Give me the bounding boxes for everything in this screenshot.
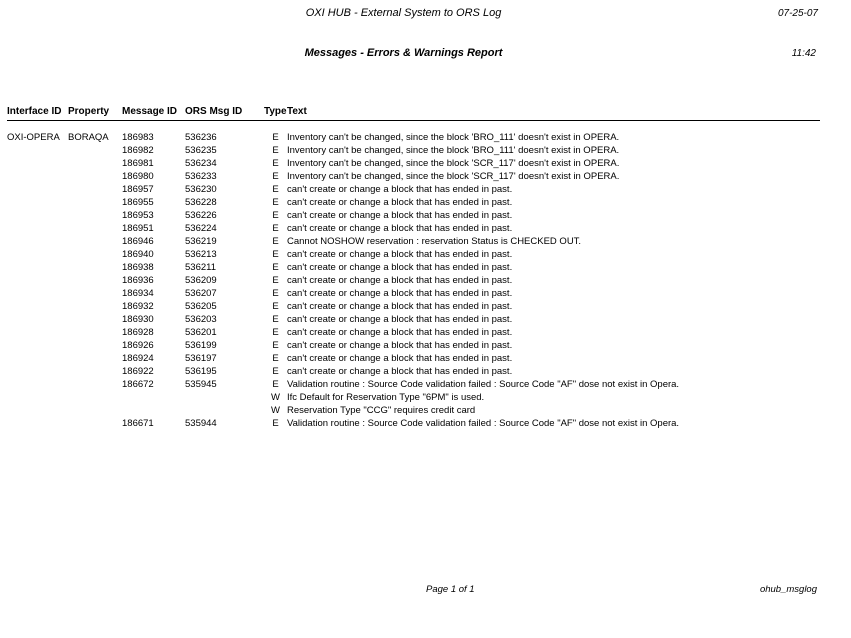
cell-text: can't create or change a block that has ended in past. bbox=[287, 288, 513, 299]
cell-text: can't create or change a block that has ended in past. bbox=[287, 327, 513, 338]
cell-ors-msg-id bbox=[185, 404, 264, 417]
cell-property bbox=[68, 365, 122, 378]
cell-message-id: 186938 bbox=[122, 262, 154, 273]
messages-table bbox=[7, 104, 820, 430]
cell-text: Inventory can't be changed, since the block 'SCR_117' doesn't exist in OPERA. bbox=[287, 158, 620, 169]
cell-property bbox=[68, 391, 122, 404]
cell-ors-msg-id: 536197 bbox=[185, 353, 217, 364]
cell-interface-id bbox=[7, 170, 68, 183]
header-property: Property bbox=[68, 106, 110, 117]
cell-text: Inventory can't be changed, since the block 'SCR_117' doesn't exist in OPERA. bbox=[287, 171, 620, 182]
cell-interface-id bbox=[7, 339, 68, 352]
table-row bbox=[7, 121, 820, 145]
table-row bbox=[7, 287, 820, 300]
cell-interface-id bbox=[7, 261, 68, 274]
cell-type: E bbox=[272, 288, 279, 299]
cell-message-id: 186940 bbox=[122, 249, 154, 260]
cell-message-id: 186928 bbox=[122, 327, 154, 338]
cell-type: E bbox=[272, 132, 279, 143]
cell-text: Inventory can't be changed, since the block 'BRO_111' doesn't exist in OPERA. bbox=[287, 145, 620, 156]
cell-ors-msg-id: 536233 bbox=[185, 171, 217, 182]
cell-text: Cannot NOSHOW reservation : reservation Status is CHECKED OUT. bbox=[287, 236, 582, 247]
table-row bbox=[7, 235, 820, 248]
cell-property bbox=[68, 339, 122, 352]
cell-interface-id bbox=[7, 287, 68, 300]
cell-ors-msg-id: 536195 bbox=[185, 366, 217, 377]
cell-interface-id bbox=[7, 365, 68, 378]
cell-ors-msg-id: 536226 bbox=[185, 210, 217, 221]
table-row bbox=[7, 222, 820, 235]
cell-message-id: 186957 bbox=[122, 184, 154, 195]
cell-message-id: 186926 bbox=[122, 340, 154, 351]
report-time: 11:42 bbox=[791, 48, 816, 59]
cell-interface-id bbox=[7, 300, 68, 313]
cell-ors-msg-id: 536205 bbox=[185, 301, 217, 312]
cell-property bbox=[68, 274, 122, 287]
cell-interface-id bbox=[7, 352, 68, 365]
cell-ors-msg-id: 535945 bbox=[185, 379, 217, 390]
cell-message-id: 186672 bbox=[122, 379, 154, 390]
table-row bbox=[7, 144, 820, 157]
table-row bbox=[7, 248, 820, 261]
cell-ors-msg-id: 536209 bbox=[185, 275, 217, 286]
cell-interface-id bbox=[7, 144, 68, 157]
table-row bbox=[7, 209, 820, 222]
cell-ors-msg-id: 536219 bbox=[185, 236, 217, 247]
cell-type: E bbox=[272, 301, 279, 312]
table-row bbox=[7, 391, 820, 404]
cell-property bbox=[68, 248, 122, 261]
cell-text: can't create or change a block that has ended in past. bbox=[287, 340, 513, 351]
table-row bbox=[7, 404, 820, 417]
table-row bbox=[7, 352, 820, 365]
cell-interface-id bbox=[7, 326, 68, 339]
table-row bbox=[7, 196, 820, 209]
cell-property bbox=[68, 235, 122, 248]
cell-message-id: 186671 bbox=[122, 418, 154, 429]
cell-ors-msg-id: 536199 bbox=[185, 340, 217, 351]
cell-interface-id bbox=[7, 196, 68, 209]
cell-ors-msg-id bbox=[185, 391, 264, 404]
cell-interface-id bbox=[7, 183, 68, 196]
header-ors-msg-id: ORS Msg ID bbox=[185, 106, 243, 117]
cell-interface-id bbox=[7, 157, 68, 170]
cell-message-id: 186924 bbox=[122, 353, 154, 364]
cell-text: can't create or change a block that has ended in past. bbox=[287, 366, 513, 377]
cell-message-id: 186946 bbox=[122, 236, 154, 247]
table-row bbox=[7, 339, 820, 352]
cell-property bbox=[68, 417, 122, 430]
cell-type: E bbox=[272, 158, 279, 169]
table-row bbox=[7, 326, 820, 339]
report-subtitle: Messages - Errors & Warnings Report bbox=[304, 47, 503, 59]
cell-text: can't create or change a block that has ended in past. bbox=[287, 197, 513, 208]
cell-message-id: 186934 bbox=[122, 288, 154, 299]
table-row bbox=[7, 157, 820, 170]
cell-text: can't create or change a block that has ended in past. bbox=[287, 184, 513, 195]
cell-property bbox=[68, 170, 122, 183]
cell-text: can't create or change a block that has ended in past. bbox=[287, 301, 513, 312]
cell-property bbox=[68, 378, 122, 391]
cell-type: E bbox=[272, 275, 279, 286]
table-row bbox=[7, 313, 820, 326]
table-body bbox=[7, 121, 820, 431]
cell-ors-msg-id: 536230 bbox=[185, 184, 217, 195]
cell-ors-msg-id: 536236 bbox=[185, 132, 217, 143]
cell-type: E bbox=[272, 327, 279, 338]
table-row bbox=[7, 417, 820, 430]
cell-type: E bbox=[272, 314, 279, 325]
cell-type: E bbox=[272, 145, 279, 156]
cell-property bbox=[68, 313, 122, 326]
cell-ors-msg-id: 535944 bbox=[185, 418, 217, 429]
cell-type: E bbox=[272, 366, 279, 377]
cell-interface-id bbox=[7, 404, 68, 417]
cell-type: E bbox=[272, 236, 279, 247]
cell-type: E bbox=[272, 171, 279, 182]
cell-property bbox=[68, 157, 122, 170]
cell-message-id: 186951 bbox=[122, 223, 154, 234]
cell-property bbox=[68, 183, 122, 196]
cell-property: BORAQA bbox=[68, 132, 109, 143]
table-row bbox=[7, 365, 820, 378]
cell-message-id: 186982 bbox=[122, 145, 154, 156]
cell-interface-id bbox=[7, 209, 68, 222]
cell-message-id: 186980 bbox=[122, 171, 154, 182]
table-header-row bbox=[7, 104, 820, 121]
cell-interface-id bbox=[7, 378, 68, 391]
cell-property bbox=[68, 352, 122, 365]
cell-message-id bbox=[122, 391, 185, 404]
cell-text: can't create or change a block that has ended in past. bbox=[287, 223, 513, 234]
cell-text: can't create or change a block that has ended in past. bbox=[287, 262, 513, 273]
cell-type: E bbox=[272, 340, 279, 351]
report-date: 07-25-07 bbox=[777, 8, 818, 19]
cell-type: W bbox=[271, 392, 280, 403]
cell-type: E bbox=[272, 210, 279, 221]
report-file-name: ohub_msglog bbox=[759, 584, 817, 595]
cell-type: E bbox=[272, 223, 279, 234]
header-type: Type bbox=[264, 106, 287, 117]
cell-interface-id bbox=[7, 235, 68, 248]
table-row bbox=[7, 183, 820, 196]
cell-ors-msg-id: 536235 bbox=[185, 145, 217, 156]
cell-ors-msg-id: 536203 bbox=[185, 314, 217, 325]
cell-type: E bbox=[272, 249, 279, 260]
cell-text: Validation routine : Source Code validation failed : Source Code "AF" dose not exist in Opera. bbox=[287, 418, 680, 429]
cell-property bbox=[68, 300, 122, 313]
cell-type: W bbox=[271, 405, 280, 416]
cell-type: E bbox=[272, 379, 279, 390]
cell-message-id: 186953 bbox=[122, 210, 154, 221]
cell-ors-msg-id: 536207 bbox=[185, 288, 217, 299]
cell-message-id: 186936 bbox=[122, 275, 154, 286]
table-row bbox=[7, 170, 820, 183]
cell-text: Validation routine : Source Code validation failed : Source Code "AF" dose not exist in Opera. bbox=[287, 379, 680, 390]
cell-ors-msg-id: 536228 bbox=[185, 197, 217, 208]
cell-ors-msg-id: 536211 bbox=[185, 262, 216, 273]
cell-property bbox=[68, 326, 122, 339]
cell-property bbox=[68, 209, 122, 222]
cell-ors-msg-id: 536201 bbox=[185, 327, 217, 338]
cell-property bbox=[68, 287, 122, 300]
cell-type: E bbox=[272, 353, 279, 364]
cell-text: can't create or change a block that has ended in past. bbox=[287, 210, 513, 221]
cell-text: Inventory can't be changed, since the block 'BRO_111' doesn't exist in OPERA. bbox=[287, 132, 620, 143]
header-interface-id: Interface ID bbox=[7, 106, 62, 117]
cell-message-id: 186932 bbox=[122, 301, 154, 312]
cell-interface-id bbox=[7, 248, 68, 261]
page-number: Page 1 of 1 bbox=[426, 584, 475, 595]
cell-text: can't create or change a block that has ended in past. bbox=[287, 275, 513, 286]
table-row bbox=[7, 274, 820, 287]
cell-message-id bbox=[122, 404, 185, 417]
table-row bbox=[7, 261, 820, 274]
cell-property bbox=[68, 222, 122, 235]
header-text: Text bbox=[287, 106, 307, 117]
cell-ors-msg-id: 536224 bbox=[185, 223, 217, 234]
cell-type: E bbox=[272, 262, 279, 273]
cell-interface-id bbox=[7, 222, 68, 235]
header-message-id: Message ID bbox=[122, 106, 178, 117]
cell-text: can't create or change a block that has ended in past. bbox=[287, 249, 513, 260]
cell-interface-id bbox=[7, 274, 68, 287]
cell-property bbox=[68, 404, 122, 417]
cell-text: Ifc Default for Reservation Type "6PM" is used. bbox=[287, 392, 485, 403]
cell-text: can't create or change a block that has ended in past. bbox=[287, 353, 513, 364]
cell-text: Reservation Type "CCG" requires credit card bbox=[287, 405, 476, 416]
cell-ors-msg-id: 536213 bbox=[185, 249, 217, 260]
table-row bbox=[7, 378, 820, 391]
cell-ors-msg-id: 536234 bbox=[185, 158, 217, 169]
cell-message-id: 186930 bbox=[122, 314, 154, 325]
cell-text: can't create or change a block that has ended in past. bbox=[287, 314, 513, 325]
cell-type: E bbox=[272, 184, 279, 195]
cell-type: E bbox=[272, 418, 279, 429]
cell-property bbox=[68, 261, 122, 274]
table-row bbox=[7, 300, 820, 313]
cell-interface-id: OXI-OPERA bbox=[7, 132, 60, 143]
cell-message-id: 186922 bbox=[122, 366, 154, 377]
cell-property bbox=[68, 196, 122, 209]
cell-message-id: 186955 bbox=[122, 197, 154, 208]
cell-message-id: 186983 bbox=[122, 132, 154, 143]
cell-type: E bbox=[272, 197, 279, 208]
cell-message-id: 186981 bbox=[122, 158, 154, 169]
cell-interface-id bbox=[7, 417, 68, 430]
cell-interface-id bbox=[7, 391, 68, 404]
cell-property bbox=[68, 144, 122, 157]
report-title: OXI HUB - External System to ORS Log bbox=[305, 7, 502, 19]
cell-interface-id bbox=[7, 313, 68, 326]
